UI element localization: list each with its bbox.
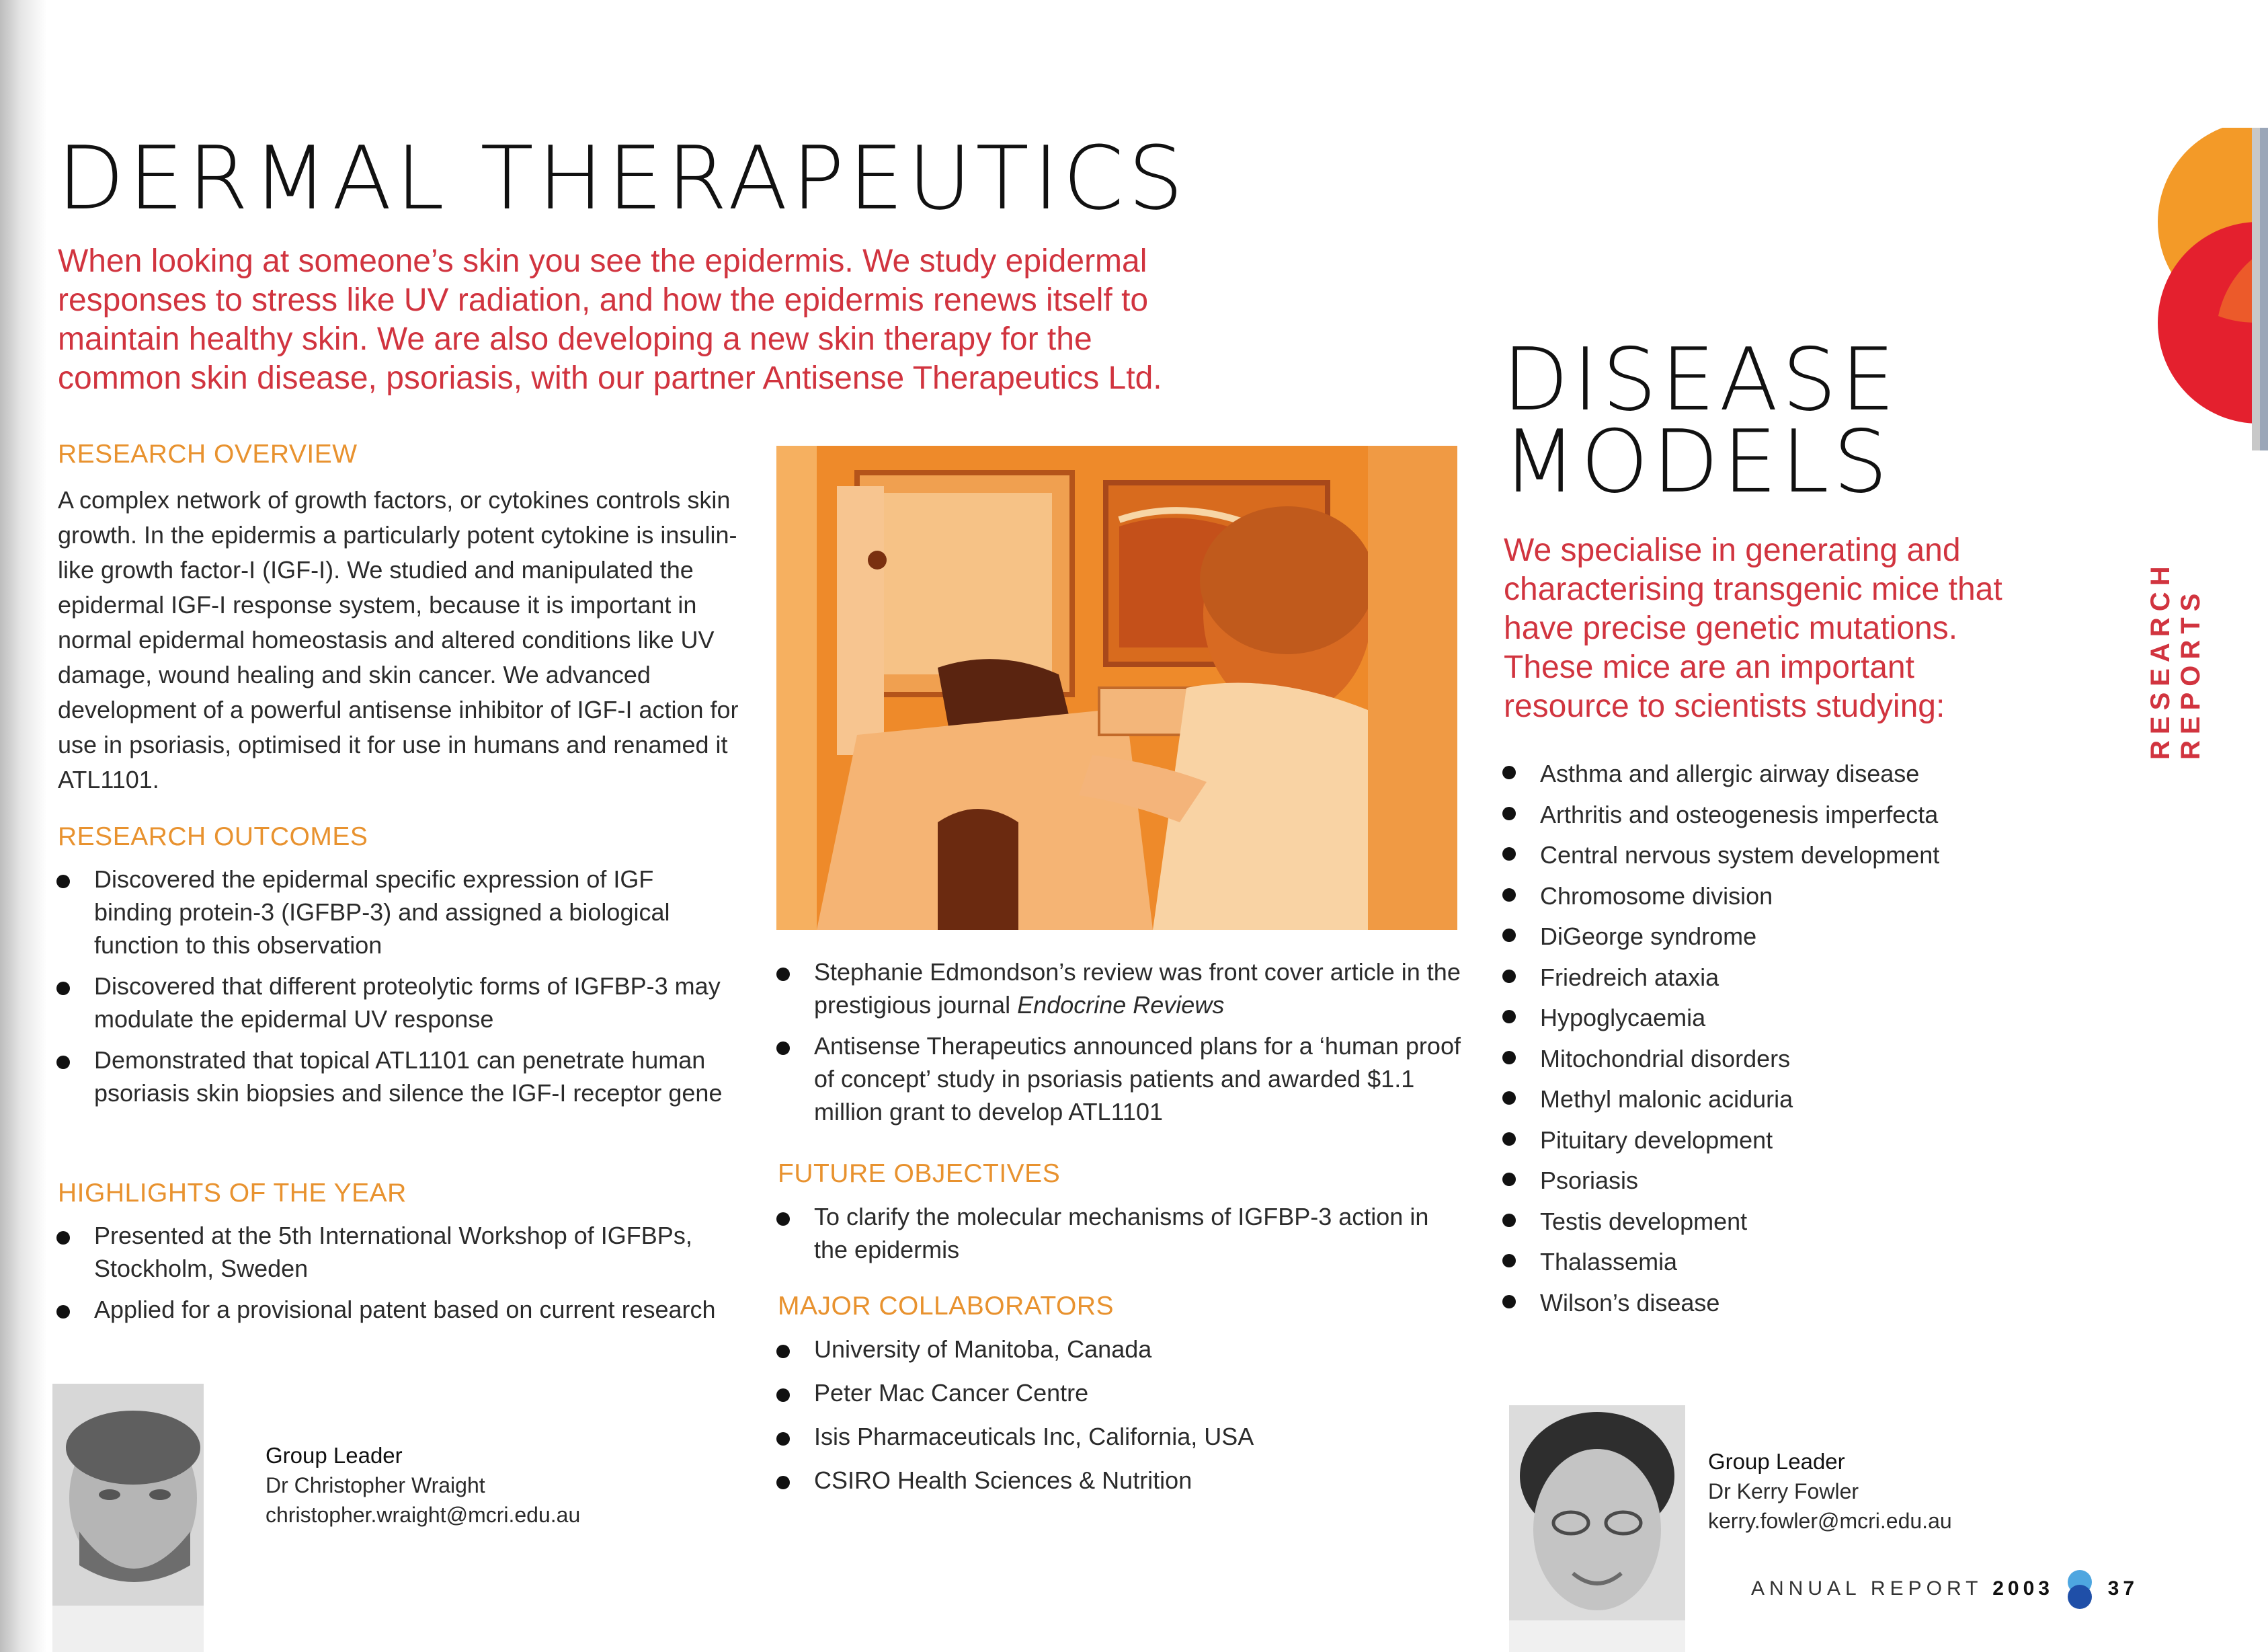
list-item: Hypoglycaemia: [1501, 998, 2106, 1039]
dermal-title: DERMAL THERAPEUTICS: [57, 127, 1188, 229]
major-collaborators-heading: MAJOR COLLABORATORS: [778, 1292, 1114, 1321]
journal-name: Endocrine Reviews: [1017, 991, 1225, 1019]
list-item: Methyl malonic aciduria: [1501, 1079, 2106, 1120]
list-item: DiGeorge syndrome: [1501, 916, 2106, 957]
list-item: Central nervous system development: [1501, 835, 2106, 876]
portrait-kerry-fowler: [1509, 1405, 1685, 1652]
disease-models-intro: We specialise in generating and characterising transgenic mice that have precise genetic mutations. These mice are an important resource to scientists studying:: [1504, 533, 2002, 724]
list-item: Wilson’s disease: [1501, 1283, 2106, 1324]
future-objectives-list: [775, 1200, 1447, 1266]
dermal-group-leader: [266, 1441, 580, 1530]
decorative-circles: [2151, 128, 2268, 450]
list-item: Isis Pharmaceuticals Inc, California, USA: [775, 1420, 1447, 1453]
list-item: Asthma and allergic airway disease: [1501, 754, 2106, 795]
portrait-woman-image: [1509, 1405, 1685, 1652]
lab-scene-image: [776, 446, 1457, 930]
group-leader-name: Dr Kerry Fowler: [1708, 1479, 1859, 1503]
list-item: Peter Mac Cancer Centre: [775, 1376, 1447, 1409]
group-leader-name: Dr Christopher Wraight: [266, 1473, 485, 1497]
footer-logo-icon: [2065, 1569, 2095, 1610]
list-item: [775, 955, 1467, 1021]
list-item: Arthritis and osteogenesis imperfecta: [1501, 795, 2106, 836]
title-line: DISEASE: [1502, 330, 1900, 430]
page-number: 37: [2107, 1577, 2139, 1600]
dermal-intro: When looking at someone’s skin you see the epidermis. We study epidermal responses to stress like UV radiation, and how the epidermis renews itself to maintain healthy skin. We are also developing a new skin therapy for the common skin disease, psoriasis, with our partner Antisense Therapeutics Ltd.: [58, 243, 1162, 396]
list-item: Demonstrated that topical ATL1101 can penetrate human psoriasis skin biopsies and silence the IGF-I receptor gene: [55, 1044, 727, 1109]
highlights-continued-list: [775, 955, 1467, 1136]
portrait-christopher-wraight: [52, 1384, 204, 1652]
future-objectives-heading: FUTURE OBJECTIVES: [778, 1159, 1061, 1188]
cover-article-text: Stephanie Edmondson’s review was front cover article in the prestigious journal: [814, 958, 1461, 1019]
disease-models-group-leader: [1708, 1447, 1952, 1536]
list-item: Antisense Therapeutics announced plans for a ‘human proof of concept’ study in psoriasis patients and awarded $1.1 million grant to develop ATL1101: [775, 1029, 1467, 1128]
list-item: Discovered that different proteolytic forms of IGFBP-3 may modulate the epidermal UV response: [55, 970, 727, 1035]
list-item: Mitochondrial disorders: [1501, 1039, 2106, 1080]
disease-models-title: [1502, 330, 1900, 512]
list-item: CSIRO Health Sciences & Nutrition: [775, 1464, 1447, 1497]
lab-microscope-photo: [776, 446, 1457, 930]
list-item: Thalassemia: [1501, 1242, 2106, 1283]
group-leader-email[interactable]: kerry.fowler@mcri.edu.au: [1708, 1509, 1952, 1533]
page-footer: [1751, 1569, 2138, 1610]
list-item: Psoriasis: [1501, 1161, 2106, 1202]
title-line: MODELS: [1502, 412, 1892, 512]
group-leader-email[interactable]: christopher.wraight@mcri.edu.au: [266, 1503, 581, 1527]
list-item: Presented at the 5th International Workshop of IGFBPs, Stockholm, Sweden: [55, 1219, 727, 1285]
research-overview-heading: RESEARCH OVERVIEW: [58, 440, 358, 469]
collaborators-list: [775, 1333, 1447, 1497]
research-reports-side-label: RESEARCH REPORTS: [2146, 560, 2205, 760]
group-leader-label: Group Leader: [266, 1443, 403, 1468]
list-item: To clarify the molecular mechanisms of IGFBP-3 action in the epidermis: [775, 1200, 1447, 1266]
highlights-heading: HIGHLIGHTS OF THE YEAR: [58, 1179, 407, 1208]
research-overview-text: A complex network of growth factors, or cytokines controls skin growth. In the epidermis a particularly potent cytokine is insulin-like growth factor-I (IGF-I). We studied and manipulated the epidermal IGF-I response system, because it is important in normal epidermal homeostasis and altered conditions like UV damage, wound healing and skin cancer. We advanced development of a powerful antisense inhibitor of IGF-I action for use in psoriasis, optimised it for use in humans and renamed it ATL1101.: [58, 486, 739, 793]
list-item: Testis development: [1501, 1202, 2106, 1243]
portrait-man-image: [52, 1384, 204, 1652]
highlights-list: [55, 1219, 727, 1334]
research-outcomes-heading: RESEARCH OUTCOMES: [58, 822, 368, 851]
list-item: University of Manitoba, Canada: [775, 1333, 1447, 1366]
disease-list: [1501, 754, 2106, 1323]
list-item: Discovered the epidermal specific expression of IGF binding protein-3 (IGFBP-3) and assigned a biological function to this observation: [55, 863, 727, 961]
list-item: Friedreich ataxia: [1501, 957, 2106, 998]
page-gutter-shadow: [0, 0, 47, 1652]
list-item: Applied for a provisional patent based on current research: [55, 1293, 727, 1326]
research-outcomes-list: [55, 863, 727, 1117]
footer-text: ANNUAL REPORT: [1751, 1577, 1982, 1600]
group-leader-label: Group Leader: [1708, 1449, 1845, 1474]
list-item: Chromosome division: [1501, 876, 2106, 917]
footer-year: 2003: [1992, 1577, 2054, 1600]
list-item: Pituitary development: [1501, 1120, 2106, 1161]
